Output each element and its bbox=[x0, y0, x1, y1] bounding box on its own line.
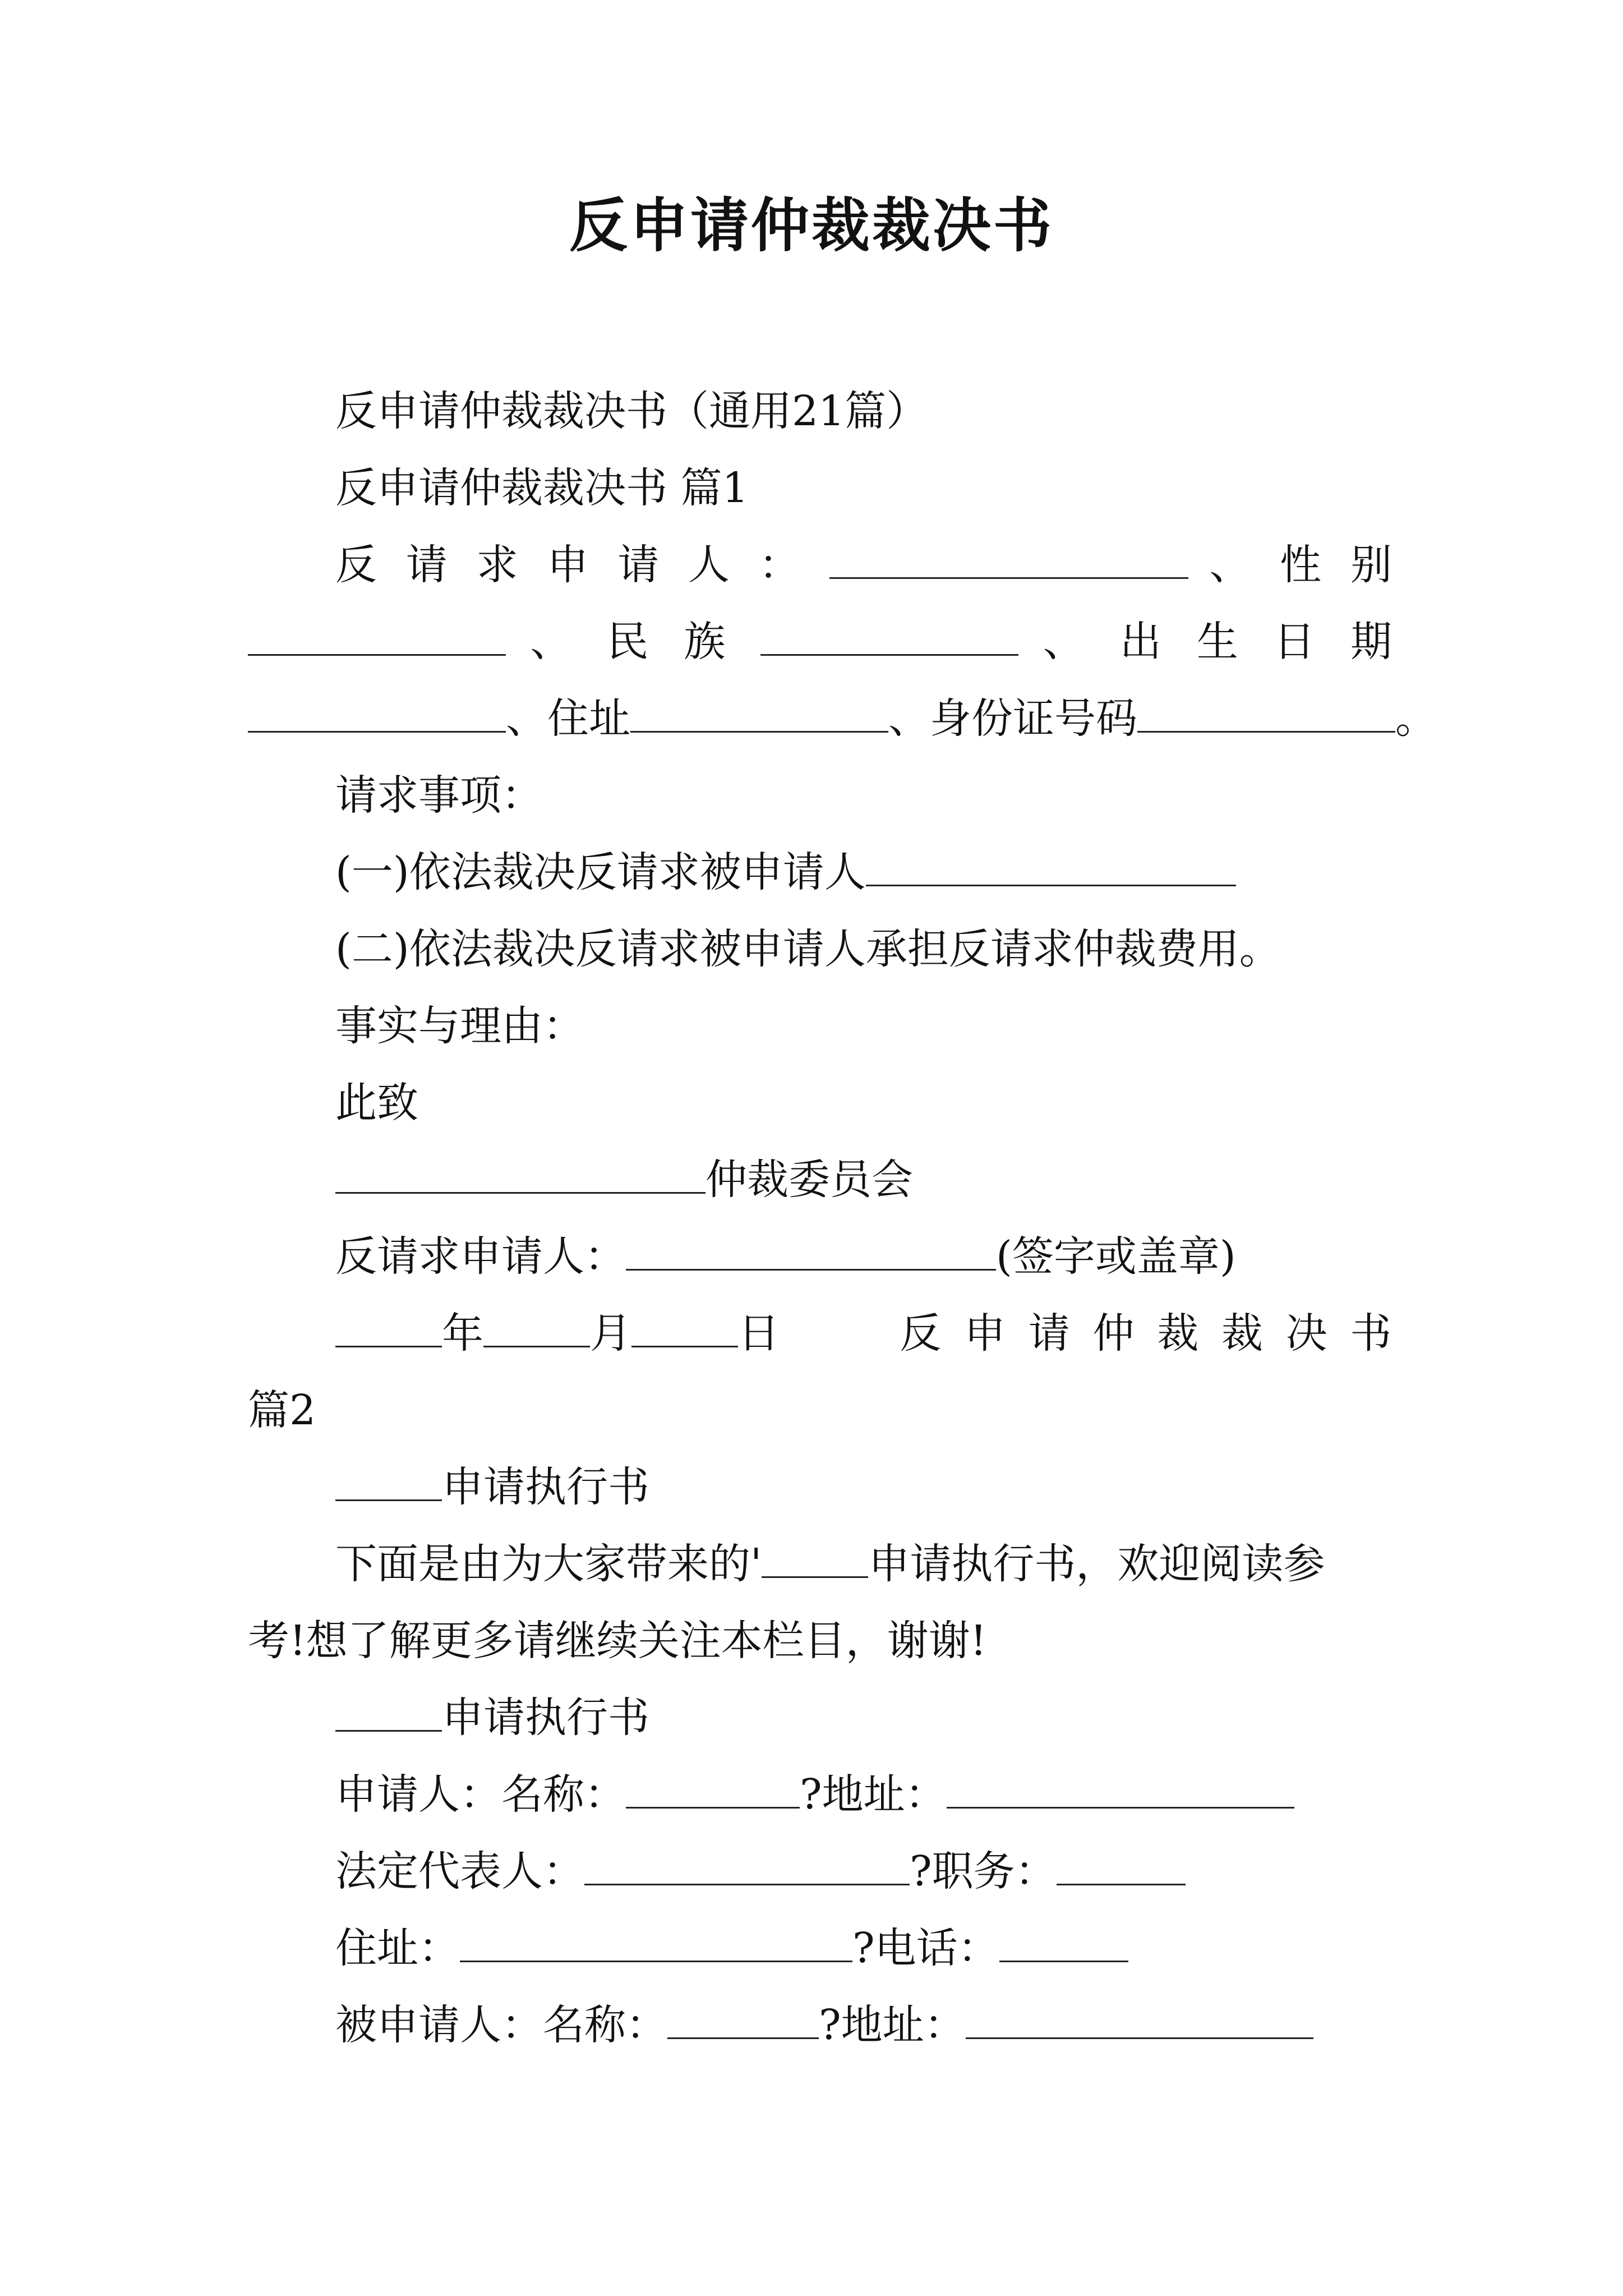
claim-1-text: (一)依法裁决反请求被申请人 bbox=[335, 848, 866, 896]
signer-note: (签字或盖章) bbox=[996, 1232, 1236, 1281]
intro-line-1 bbox=[248, 1526, 1392, 1603]
respondent-line bbox=[248, 1987, 1392, 2064]
line-end: 。 bbox=[1395, 694, 1437, 743]
legal-rep-label: 法定代表人： bbox=[335, 1847, 584, 1895]
respondent-name-blank bbox=[667, 2000, 819, 2039]
claims-label: 请求事项： bbox=[335, 771, 543, 820]
party-line-1 bbox=[248, 527, 1392, 604]
date-line bbox=[248, 1295, 1414, 1372]
id-number-blank bbox=[1137, 693, 1395, 733]
exec-title-2-blank bbox=[335, 1692, 442, 1732]
applicant-line bbox=[248, 1756, 1392, 1833]
name-blank bbox=[829, 540, 1188, 579]
phone-label: ?电话： bbox=[852, 1924, 999, 1972]
exec-title-blank bbox=[335, 1462, 442, 1501]
id-number-label: 、身份证号码 bbox=[888, 694, 1137, 743]
claim-2: (二)依法裁决反请求被申请人承担反请求仲裁费用。 bbox=[335, 925, 1281, 973]
ethnicity-blank bbox=[760, 616, 1018, 656]
counter-applicant-label: 反 请 求 申 请 人 ： bbox=[335, 541, 809, 589]
birthdate-blank bbox=[248, 693, 506, 733]
signer-blank bbox=[626, 1231, 996, 1271]
gender-blank bbox=[248, 616, 506, 656]
address-blank bbox=[630, 693, 888, 733]
document-title: 反申请仲裁裁决书 bbox=[569, 191, 1054, 260]
exec-title-2-text: 申请执行书 bbox=[442, 1694, 649, 1742]
month-blank bbox=[483, 1308, 590, 1347]
intro-text-b: 申请执行书，欢迎阅读参 bbox=[868, 1540, 1325, 1588]
part2-heading-a: 反申请仲裁裁决书 bbox=[900, 1309, 1414, 1358]
respondent-address-label: ?地址： bbox=[819, 2001, 966, 2049]
address-label: 、住址 bbox=[506, 694, 630, 743]
party-line-2 bbox=[248, 604, 1392, 680]
applicant-address-blank bbox=[947, 1769, 1294, 1809]
part2-heading-b: 篇2 bbox=[248, 1386, 316, 1434]
respondent-address-blank bbox=[966, 2000, 1313, 2039]
birthdate-label: 、 出 生 日 期 bbox=[1043, 618, 1393, 666]
residence-blank bbox=[460, 1923, 852, 1962]
committee-line bbox=[248, 1142, 1392, 1218]
exec-title-2 bbox=[248, 1680, 1392, 1756]
residence-line bbox=[248, 1910, 1392, 1987]
part1-heading: 反申请仲裁裁决书 篇1 bbox=[335, 464, 749, 512]
facts-label: 事实与理由： bbox=[335, 1002, 584, 1050]
applicant-name-label: 申请人：名称： bbox=[335, 1770, 626, 1819]
committee-text: 仲裁委员会 bbox=[706, 1156, 913, 1204]
respondent-name-label: 被申请人：名称： bbox=[335, 2001, 667, 2049]
phone-blank bbox=[999, 1923, 1128, 1962]
position-blank bbox=[1057, 1846, 1186, 1885]
claim-1 bbox=[248, 834, 1392, 911]
legal-rep-blank bbox=[584, 1846, 910, 1885]
applicant-address-label: ?地址： bbox=[800, 1770, 947, 1819]
exec-title bbox=[248, 1449, 1392, 1526]
year-label: 年 bbox=[442, 1309, 483, 1358]
applicant-name-blank bbox=[626, 1769, 800, 1809]
month-label: 月 bbox=[590, 1309, 631, 1358]
residence-label: 住址： bbox=[335, 1924, 460, 1972]
claim-1-blank bbox=[866, 847, 1236, 886]
regards: 此致 bbox=[335, 1079, 418, 1127]
year-blank bbox=[335, 1308, 442, 1347]
party-line-3 bbox=[248, 680, 1437, 757]
committee-blank bbox=[335, 1154, 706, 1194]
day-blank bbox=[631, 1308, 738, 1347]
signer-line bbox=[248, 1218, 1392, 1295]
intro-line-2: 考!想了解更多请继续关注本栏目，谢谢! bbox=[248, 1617, 987, 1665]
position-label: ?职务： bbox=[910, 1847, 1057, 1895]
intro-text-a: 下面是由为大家带来的' bbox=[335, 1540, 762, 1588]
gender-label: 、 性 别 bbox=[1209, 541, 1392, 589]
document-body bbox=[248, 373, 1437, 2064]
subtitle: 反申请仲裁裁决书（通用21篇） bbox=[335, 387, 928, 435]
signer-label: 反请求申请人： bbox=[335, 1232, 626, 1281]
ethnicity-label: 、 民 族 bbox=[530, 618, 737, 666]
exec-title-text: 申请执行书 bbox=[442, 1463, 649, 1511]
day-label: 日 bbox=[738, 1309, 780, 1358]
legal-rep-line bbox=[248, 1833, 1392, 1910]
intro-blank bbox=[762, 1539, 868, 1578]
